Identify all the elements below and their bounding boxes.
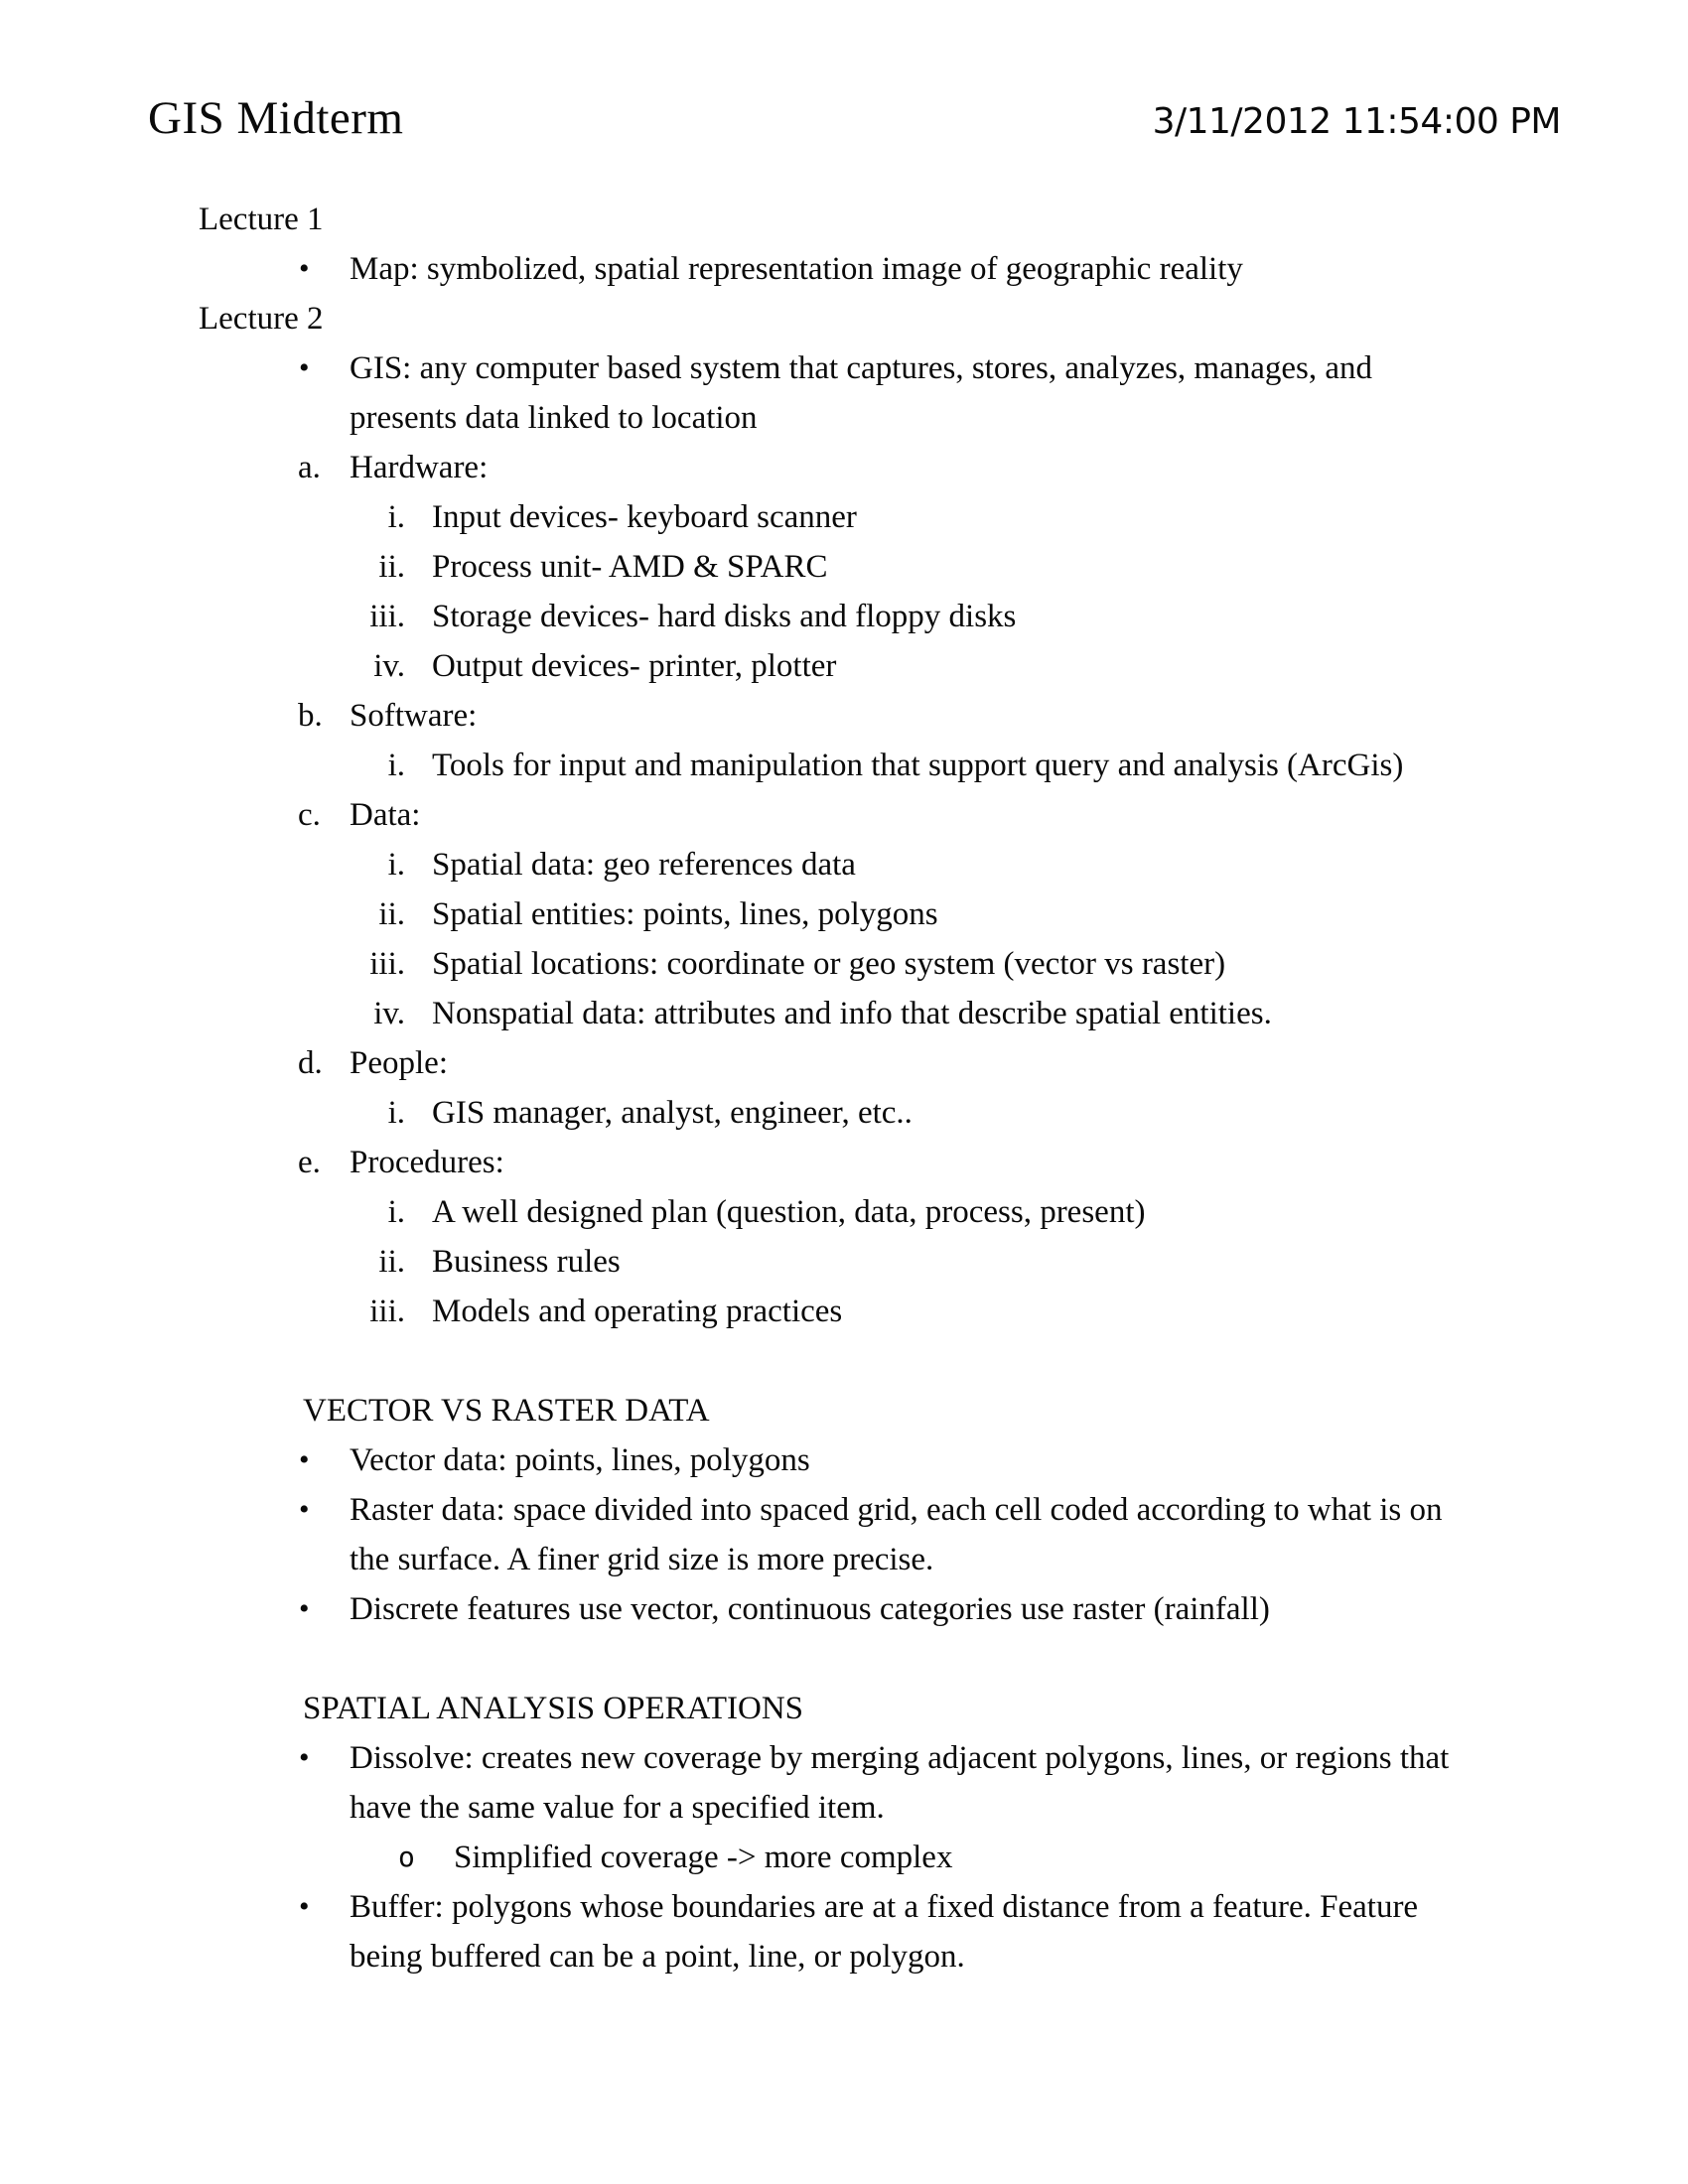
roman-label: iii. <box>369 1294 405 1329</box>
list-item-alpha <box>0 691 1688 741</box>
list-text: Spatial data: geo references data <box>432 847 856 883</box>
document-body <box>0 195 1688 1981</box>
heading-text: VECTOR VS RASTER DATA <box>303 1393 710 1429</box>
bullet-icon: • <box>299 351 310 384</box>
bullet-icon: • <box>299 252 310 285</box>
list-text: Procedures: <box>350 1145 504 1180</box>
wrapped-text: presents data linked to location <box>350 400 758 436</box>
bullet-item <box>0 1882 1688 1932</box>
bullet-text: Buffer: polygons whose boundaries are at a fixed distance from a feature. Feature <box>350 1889 1419 1925</box>
wrapped-text: being buffered can be a point, line, or polygon. <box>350 1939 965 1975</box>
list-item-roman <box>0 741 1688 790</box>
list-text: Process unit- AMD & SPARC <box>432 549 828 585</box>
roman-label: iv. <box>373 996 405 1031</box>
list-text: Storage devices- hard disks and floppy disks <box>432 599 1017 634</box>
bullet-icon: • <box>299 1493 310 1526</box>
sub-bullet-item <box>0 1833 1688 1882</box>
wrapped-line <box>0 393 1688 443</box>
roman-label: iii. <box>369 599 405 634</box>
bullet-text: GIS: any computer based system that captures, stores, analyzes, manages, and <box>350 350 1373 386</box>
bullet-item <box>0 244 1688 294</box>
list-item-roman <box>0 989 1688 1038</box>
list-item-roman <box>0 840 1688 889</box>
bullet-text: Dissolve: creates new coverage by merging adjacent polygons, lines, or regions that <box>350 1740 1450 1776</box>
wrapped-text: the surface. A finer grid size is more precise. <box>350 1542 934 1577</box>
wrapped-line <box>0 1535 1688 1584</box>
list-item-roman <box>0 592 1688 641</box>
bullet-item <box>0 1584 1688 1634</box>
list-item-roman <box>0 889 1688 939</box>
alpha-label: d. <box>298 1045 323 1081</box>
list-text: Models and operating practices <box>432 1294 843 1329</box>
roman-label: i. <box>387 748 405 783</box>
bullet-text: Map: symbolized, spatial representation image of geographic reality <box>350 251 1243 287</box>
list-item-roman <box>0 1287 1688 1336</box>
list-text: Data: <box>350 797 421 833</box>
bullet-icon: • <box>299 1741 310 1774</box>
bullet-item <box>0 343 1688 393</box>
bullet-icon: • <box>299 1890 310 1923</box>
outline-text: Lecture 2 <box>199 301 324 337</box>
list-text: People: <box>350 1045 448 1081</box>
roman-label: i. <box>387 1194 405 1230</box>
list-text: Hardware: <box>350 450 489 485</box>
list-item-roman <box>0 1237 1688 1287</box>
list-text: A well designed plan (question, data, process, present) <box>432 1194 1146 1230</box>
outline-lecture-1 <box>0 195 1688 244</box>
roman-label: iv. <box>373 648 405 684</box>
bullet-item <box>0 1485 1688 1535</box>
list-text: Business rules <box>432 1244 621 1280</box>
wrapped-text: have the same value for a specified item. <box>350 1790 885 1826</box>
roman-label: i. <box>387 1095 405 1131</box>
list-item-roman <box>0 542 1688 592</box>
list-item-roman <box>0 939 1688 989</box>
bullet-text: Raster data: space divided into spaced grid, each cell coded according to what is on <box>350 1492 1443 1528</box>
list-item-alpha <box>0 790 1688 840</box>
list-item-roman <box>0 1187 1688 1237</box>
bullet-item <box>0 1733 1688 1783</box>
bullet-icon: • <box>299 1443 310 1476</box>
sub-bullet-text: Simplified coverage -> more complex <box>454 1840 953 1875</box>
alpha-label: e. <box>298 1145 321 1180</box>
circle-bullet-icon: o <box>398 1841 415 1873</box>
list-text: Nonspatial data: attributes and info that describe spatial entities. <box>432 996 1272 1031</box>
outline-lecture-2 <box>0 294 1688 343</box>
outline-text: Lecture 1 <box>199 202 324 237</box>
list-item-roman <box>0 1088 1688 1138</box>
alpha-label: a. <box>298 450 321 485</box>
list-item-alpha <box>0 1138 1688 1187</box>
roman-label: iii. <box>369 946 405 982</box>
list-text: Tools for input and manipulation that support query and analysis (ArcGis) <box>432 748 1404 783</box>
wrapped-line <box>0 1783 1688 1833</box>
list-text: GIS manager, analyst, engineer, etc.. <box>432 1095 913 1131</box>
roman-label: ii. <box>378 549 405 585</box>
section-heading-spatial-analysis <box>303 1684 1688 1733</box>
alpha-label: b. <box>298 698 323 734</box>
blank-line <box>0 1336 1688 1386</box>
list-text: Software: <box>350 698 478 734</box>
list-item-alpha <box>0 1038 1688 1088</box>
roman-label: ii. <box>378 1244 405 1280</box>
roman-label: ii. <box>378 896 405 932</box>
bullet-icon: • <box>299 1592 310 1625</box>
heading-text: SPATIAL ANALYSIS OPERATIONS <box>303 1691 804 1726</box>
bullet-text: Discrete features use vector, continuous categories use raster (rainfall) <box>350 1591 1270 1627</box>
list-text: Spatial entities: points, lines, polygons <box>432 896 938 932</box>
list-item-alpha <box>0 443 1688 492</box>
list-item-roman <box>0 492 1688 542</box>
document-timestamp: 3/11/2012 11:54:00 PM <box>1152 101 1561 142</box>
alpha-label: c. <box>298 797 321 833</box>
wrapped-line <box>0 1932 1688 1981</box>
list-item-roman <box>0 641 1688 691</box>
roman-label: i. <box>387 499 405 535</box>
document-title: GIS Midterm <box>148 92 404 144</box>
bullet-item <box>0 1435 1688 1485</box>
section-heading-vector-vs-raster <box>303 1386 1688 1435</box>
list-text: Input devices- keyboard scanner <box>432 499 857 535</box>
blank-line <box>0 1634 1688 1684</box>
page-header <box>148 93 1561 145</box>
bullet-text: Vector data: points, lines, polygons <box>350 1442 810 1478</box>
roman-label: i. <box>387 847 405 883</box>
list-text: Spatial locations: coordinate or geo system (vector vs raster) <box>432 946 1226 982</box>
list-text: Output devices- printer, plotter <box>432 648 837 684</box>
